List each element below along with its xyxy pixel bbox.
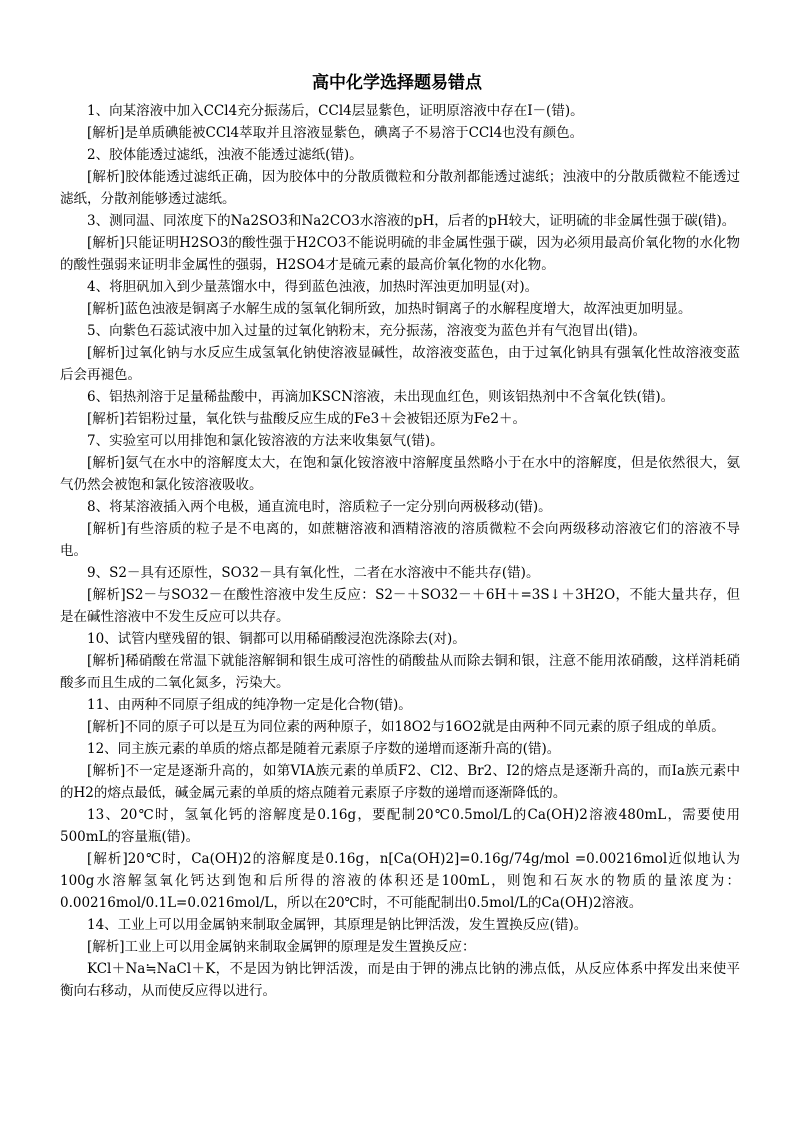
- paragraph: 12、同主族元素的单质的熔点都是随着元素原子序数的递增而逐渐升高的(错)。: [87, 741, 561, 757]
- paragraph: 9、S2－具有还原性，SO32－具有氧化性，二者在水溶液中不能共存(错)。: [87, 565, 540, 581]
- document-title: 高中化学选择题易错点: [312, 73, 482, 93]
- paragraph: [解析]若铝粉过量，氧化铁与盐酸反应生成的Fe3＋会被铝还原为Fe2＋。: [87, 411, 526, 427]
- paragraph: 10、试管内壁残留的银、铜都可以用稀硝酸浸泡洗涤除去(对)。: [87, 631, 466, 647]
- paragraph: [解析]只能证明H2SO3的酸性强于H2CO3不能说明硫的非金属性强于碳，因为必须用最高价氧化物的水化物的酸性强弱来证明非金属性的强弱，H2SO4才是硫元素的最高价氧化物的水化物。: [60, 235, 740, 273]
- paragraph: 1、向某溶液中加入CCl4充分振荡后，CCl4层显紫色，证明原溶液中存在I－(错)。: [87, 103, 584, 119]
- paragraph: [解析]有些溶质的粒子是不电离的，如蔗糖溶液和酒精溶液的溶质微粒不会向两级移动溶液它们的溶液不导电。: [60, 521, 740, 559]
- paragraph: [解析]氨气在水中的溶解度太大，在饱和氯化铵溶液中溶解度虽然略小于在水中的溶解度，但是依然很大，氨气仍然会被饱和氯化铵溶液吸收。: [60, 455, 740, 493]
- paragraph: 11、由两种不同原子组成的纯净物一定是化合物(错)。: [87, 697, 412, 713]
- paragraph: [解析]是单质碘能被CCl4萃取并且溶液显紫色，碘离子不易溶于CCl4也没有颜色。: [87, 125, 584, 141]
- paragraph: [解析]不一定是逐渐升高的，如第VIA族元素的单质F2、Cl2、Br2、I2的熔点是逐渐升高的，而Ia族元素中的H2的熔点最低，碱金属元素的单质的熔点随着元素原子序数的递增而逐渐降低的。: [60, 763, 740, 801]
- paragraph: 7、实验室可以用排饱和氯化铵溶液的方法来收集氨气(错)。: [87, 433, 444, 449]
- paragraph: 5、向紫色石蕊试液中加入过量的过氧化钠粉末，充分振荡，溶液变为蓝色并有气泡冒出(错)。: [87, 323, 647, 339]
- paragraph: [解析]不同的原子可以是互为同位素的两种原子，如18O2与16O2就是由两种不同元素的原子组成的单质。: [87, 719, 725, 735]
- paragraph: KCl＋Na≒NaCl＋K，不是因为钠比钾活泼，而是由于钾的沸点比钠的沸点低，从反应体系中挥发出来使平衡向右移动，从而使反应得以进行。: [60, 961, 740, 999]
- document-body: [60, 100, 740, 1002]
- paragraph: 6、铝热剂溶于足量稀盐酸中，再滴加KSCN溶液，未出现血红色，则该铝热剂中不含氧化铁(错)。: [87, 389, 675, 405]
- paragraph: 2、胶体能透过滤纸，浊液不能透过滤纸(错)。: [87, 147, 363, 163]
- paragraph: 13、20℃时，氢氧化钙的溶解度是0.16g，要配制20℃0.5mol/L的Ca(OH)2溶液480mL，需要使用500mL的容量瓶(错)。: [60, 807, 740, 845]
- paragraph: [解析]过氧化钠与水反应生成氢氧化钠使溶液显碱性，故溶液变蓝色，由于过氧化钠具有强氧化性故溶液变蓝后会再褪色。: [60, 345, 740, 383]
- paragraph: [解析]胶体能透过滤纸正确，因为胶体中的分散质微粒和分散剂都能透过滤纸；浊液中的分散质微粒不能透过滤纸，分散剂能够透过滤纸。: [60, 169, 740, 207]
- paragraph: 3、测同温、同浓度下的Na2SO3和Na2CO3水溶液的pH，后者的pH较大，证明硫的非金属性强于碳(错)。: [87, 213, 736, 229]
- paragraph: [解析]蓝色浊液是铜离子水解生成的氢氧化铜所致，加热时铜离子的水解程度增大，故浑浊更加明显。: [87, 301, 692, 317]
- paragraph: [解析]稀硝酸在常温下就能溶解铜和银生成可溶性的硝酸盐从而除去铜和银，注意不能用浓硝酸，这样消耗硝酸多而且生成的二氧化氮多，污染大。: [60, 653, 740, 691]
- paragraph: [解析]20℃时，Ca(OH)2的溶解度是0.16g，n[Ca(OH)2]=0.16g/74g/mol =0.00216mol近似地认为100g水溶解氢氧化钙达到饱和后所得的溶液的体积还是100mL，则饱和石灰水的物质的量浓度为：0.00216mol/0.1L=0.0216mol/L，所以在20℃时，不可能配制出0.5mol/L的Ca(OH)2溶液。: [60, 851, 740, 911]
- paragraph: 4、将胆矾加入到少量蒸馏水中，得到蓝色浊液，加热时浑浊更加明显(对)。: [87, 279, 539, 295]
- paragraph: [解析]工业上可以用金属钠来制取金属钾的原理是发生置换反应：: [87, 939, 476, 955]
- paragraph: [解析]S2－与SO32－在酸性溶液中发生反应：S2－＋SO32－＋6H＋=3S↓＋3H2O，不能大量共存，但是在碱性溶液中不发生反应可以共存。: [60, 587, 740, 625]
- paragraph: 8、将某溶液插入两个电极，通直流电时，溶质粒子一定分别向两极移动(错)。: [87, 499, 552, 515]
- paragraph: 14、工业上可以用金属钠来制取金属钾，其原理是钠比钾活泼，发生置换反应(错)。: [87, 917, 588, 933]
